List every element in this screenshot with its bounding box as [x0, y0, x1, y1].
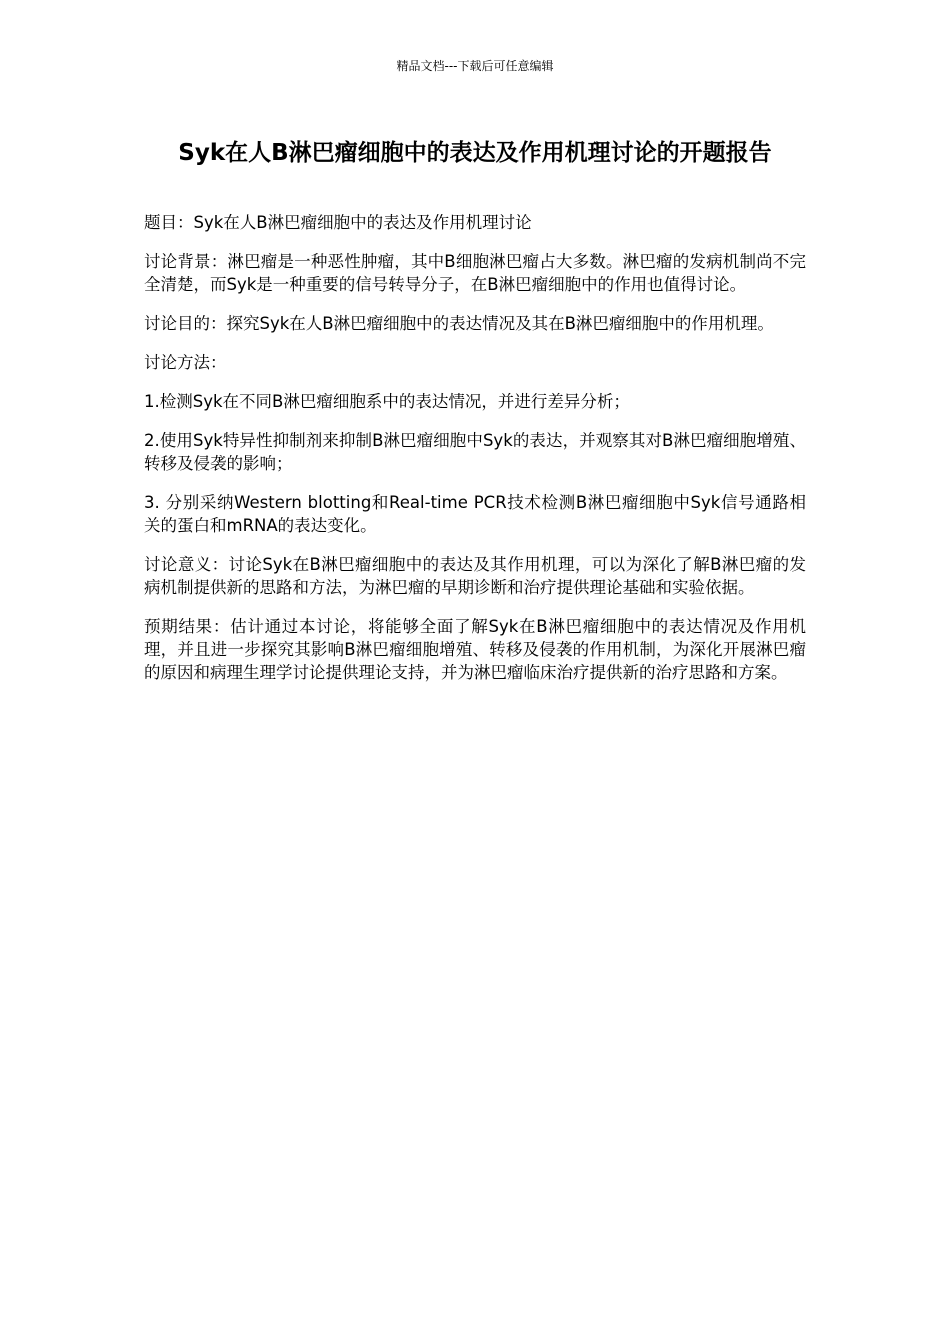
- paragraph-purpose: 讨论目的：探究Syk在人B淋巴瘤细胞中的表达情况及其在B淋巴瘤细胞中的作用机理。: [144, 314, 774, 333]
- document-title: Syk在人B淋巴瘤细胞中的表达及作用机理讨论的开题报告: [178, 140, 772, 166]
- paragraph-expected-results: 预期结果：估计通过本讨论，将能够全面了解Syk在B淋巴瘤细胞中的表达情况及作用机理，并且进一步探究其影响B淋巴瘤细胞增殖、转移及侵袭的作用机制，为深化开展淋巴瘤的原因和病理生理学讨论提供理论支持，并为淋巴瘤临床治疗提供新的治疗思路和方案。: [144, 617, 806, 682]
- document-body: [144, 211, 806, 700]
- paragraph-method-3: 3. 分别采纳Western blotting和Real-time PCR技术检测B淋巴瘤细胞中Syk信号通路相关的蛋白和mRNA的表达变化。: [144, 493, 806, 535]
- paragraph-topic: 题目：Syk在人B淋巴瘤细胞中的表达及作用机理讨论: [144, 213, 532, 232]
- header-note: 精品文档---下载后可任意编辑: [396, 59, 554, 73]
- paragraph-significance: 讨论意义：讨论Syk在B淋巴瘤细胞中的表达及其作用机理，可以为深化了解B淋巴瘤的发病机制提供新的思路和方法，为淋巴瘤的早期诊断和治疗提供理论基础和实验依据。: [144, 555, 806, 597]
- paragraph-method-2: 2.使用Syk特异性抑制剂来抑制B淋巴瘤细胞中Syk的表达，并观察其对B淋巴瘤细胞增殖、转移及侵袭的影响；: [144, 431, 806, 473]
- paragraph-background: 讨论背景：淋巴瘤是一种恶性肿瘤，其中B细胞淋巴瘤占大多数。淋巴瘤的发病机制尚不完全清楚，而Syk是一种重要的信号转导分子，在B淋巴瘤细胞中的作用也值得讨论。: [144, 252, 806, 294]
- paragraph-methods-heading: 讨论方法：: [144, 353, 227, 372]
- paragraph-method-1: 1.检测Syk在不同B淋巴瘤细胞系中的表达情况，并进行差异分析；: [144, 392, 630, 411]
